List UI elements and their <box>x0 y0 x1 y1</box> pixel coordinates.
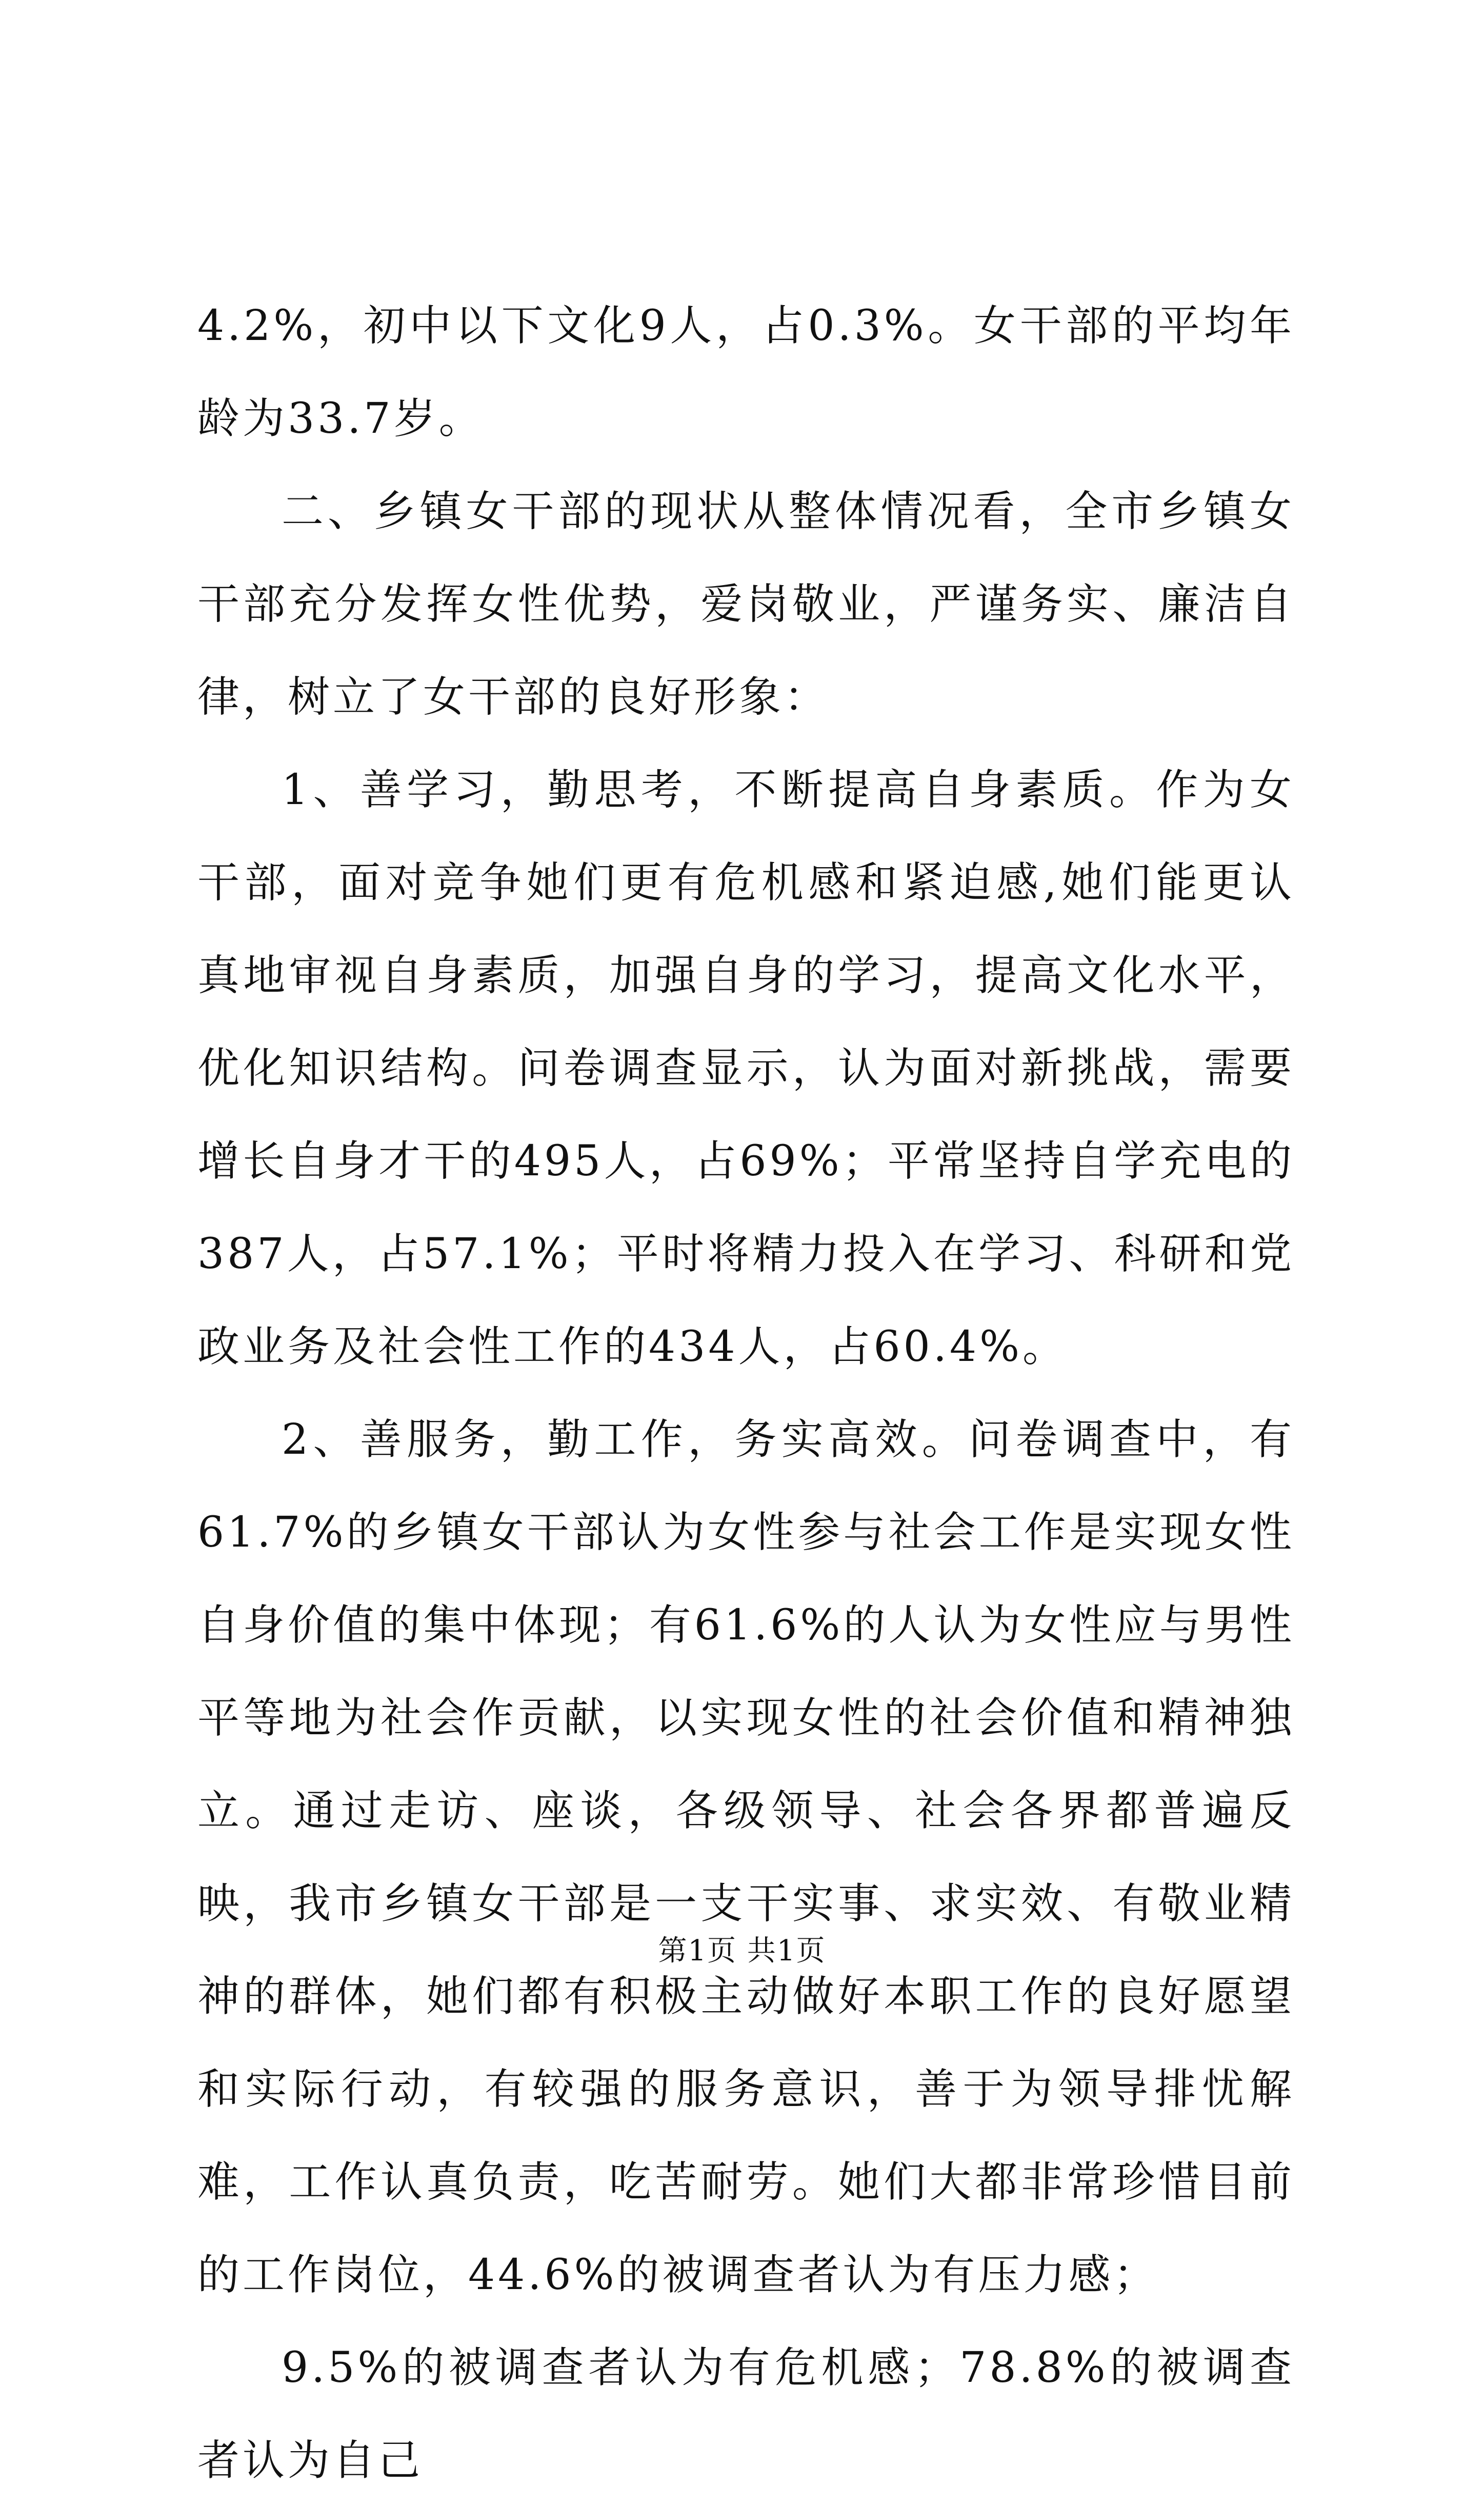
paragraph-point-two: 2、善服务，勤工作，务实高效。问卷调查中，有61.7%的乡镇女干部认为女性参与社会工作是实现女性自身价值的集中体现；有61.6%的人认为女性应与男性平等地为社会作贡献，以实现女性的社会价值和精神独立。通过走访、座谈，各级领导、社会各界都普遍反映，我市乡镇女干部是一支干实事、求实效、有敬业精神的群体，她们都有积极主动做好本职工作的良好愿望和实际行动，有较强的服务意识，善于为领导排忧解难，工作认真负责，吃苦耐劳。她们大都非常珍惜目前的工作岗位，44.6%的被调查者认为有压力感； <box>197 1415 1295 2299</box>
paragraph-trailing: 9.5%的被调查者认为有危机感；78.8%的被调查者认为自己 <box>197 2343 1295 2485</box>
page-footer: 第1页 共1页 <box>658 1934 826 1968</box>
document-body <box>197 279 1295 2507</box>
paragraph-continuation: 4.2%，初中以下文化9人，占0.3%。女干部的平均年龄为33.7岁。 <box>197 302 1295 443</box>
paragraph-point-one: 1、善学习，勤思考，不断提高自身素质。作为女干部，面对竞争她们更有危机感和紧迫感,她们能更认真地审视自身素质，加强自身的学习，提高文化水平，优化知识结构。问卷调查显示，认为面对新挑战，需要增长自身才干的495人，占69%；平常坚持自学充电的387人，占57.1%；平时将精力投入在学习、科研和党政业务及社会性工作的434人，占60.4%。 <box>197 766 1295 1371</box>
paragraph-section-two: 二、乡镇女干部的现状从整体情况看，全市乡镇女干部充分发挥女性优势，爱岗敬业，严谨务实、廉洁自律，树立了女干部的良好形象： <box>197 487 1295 721</box>
